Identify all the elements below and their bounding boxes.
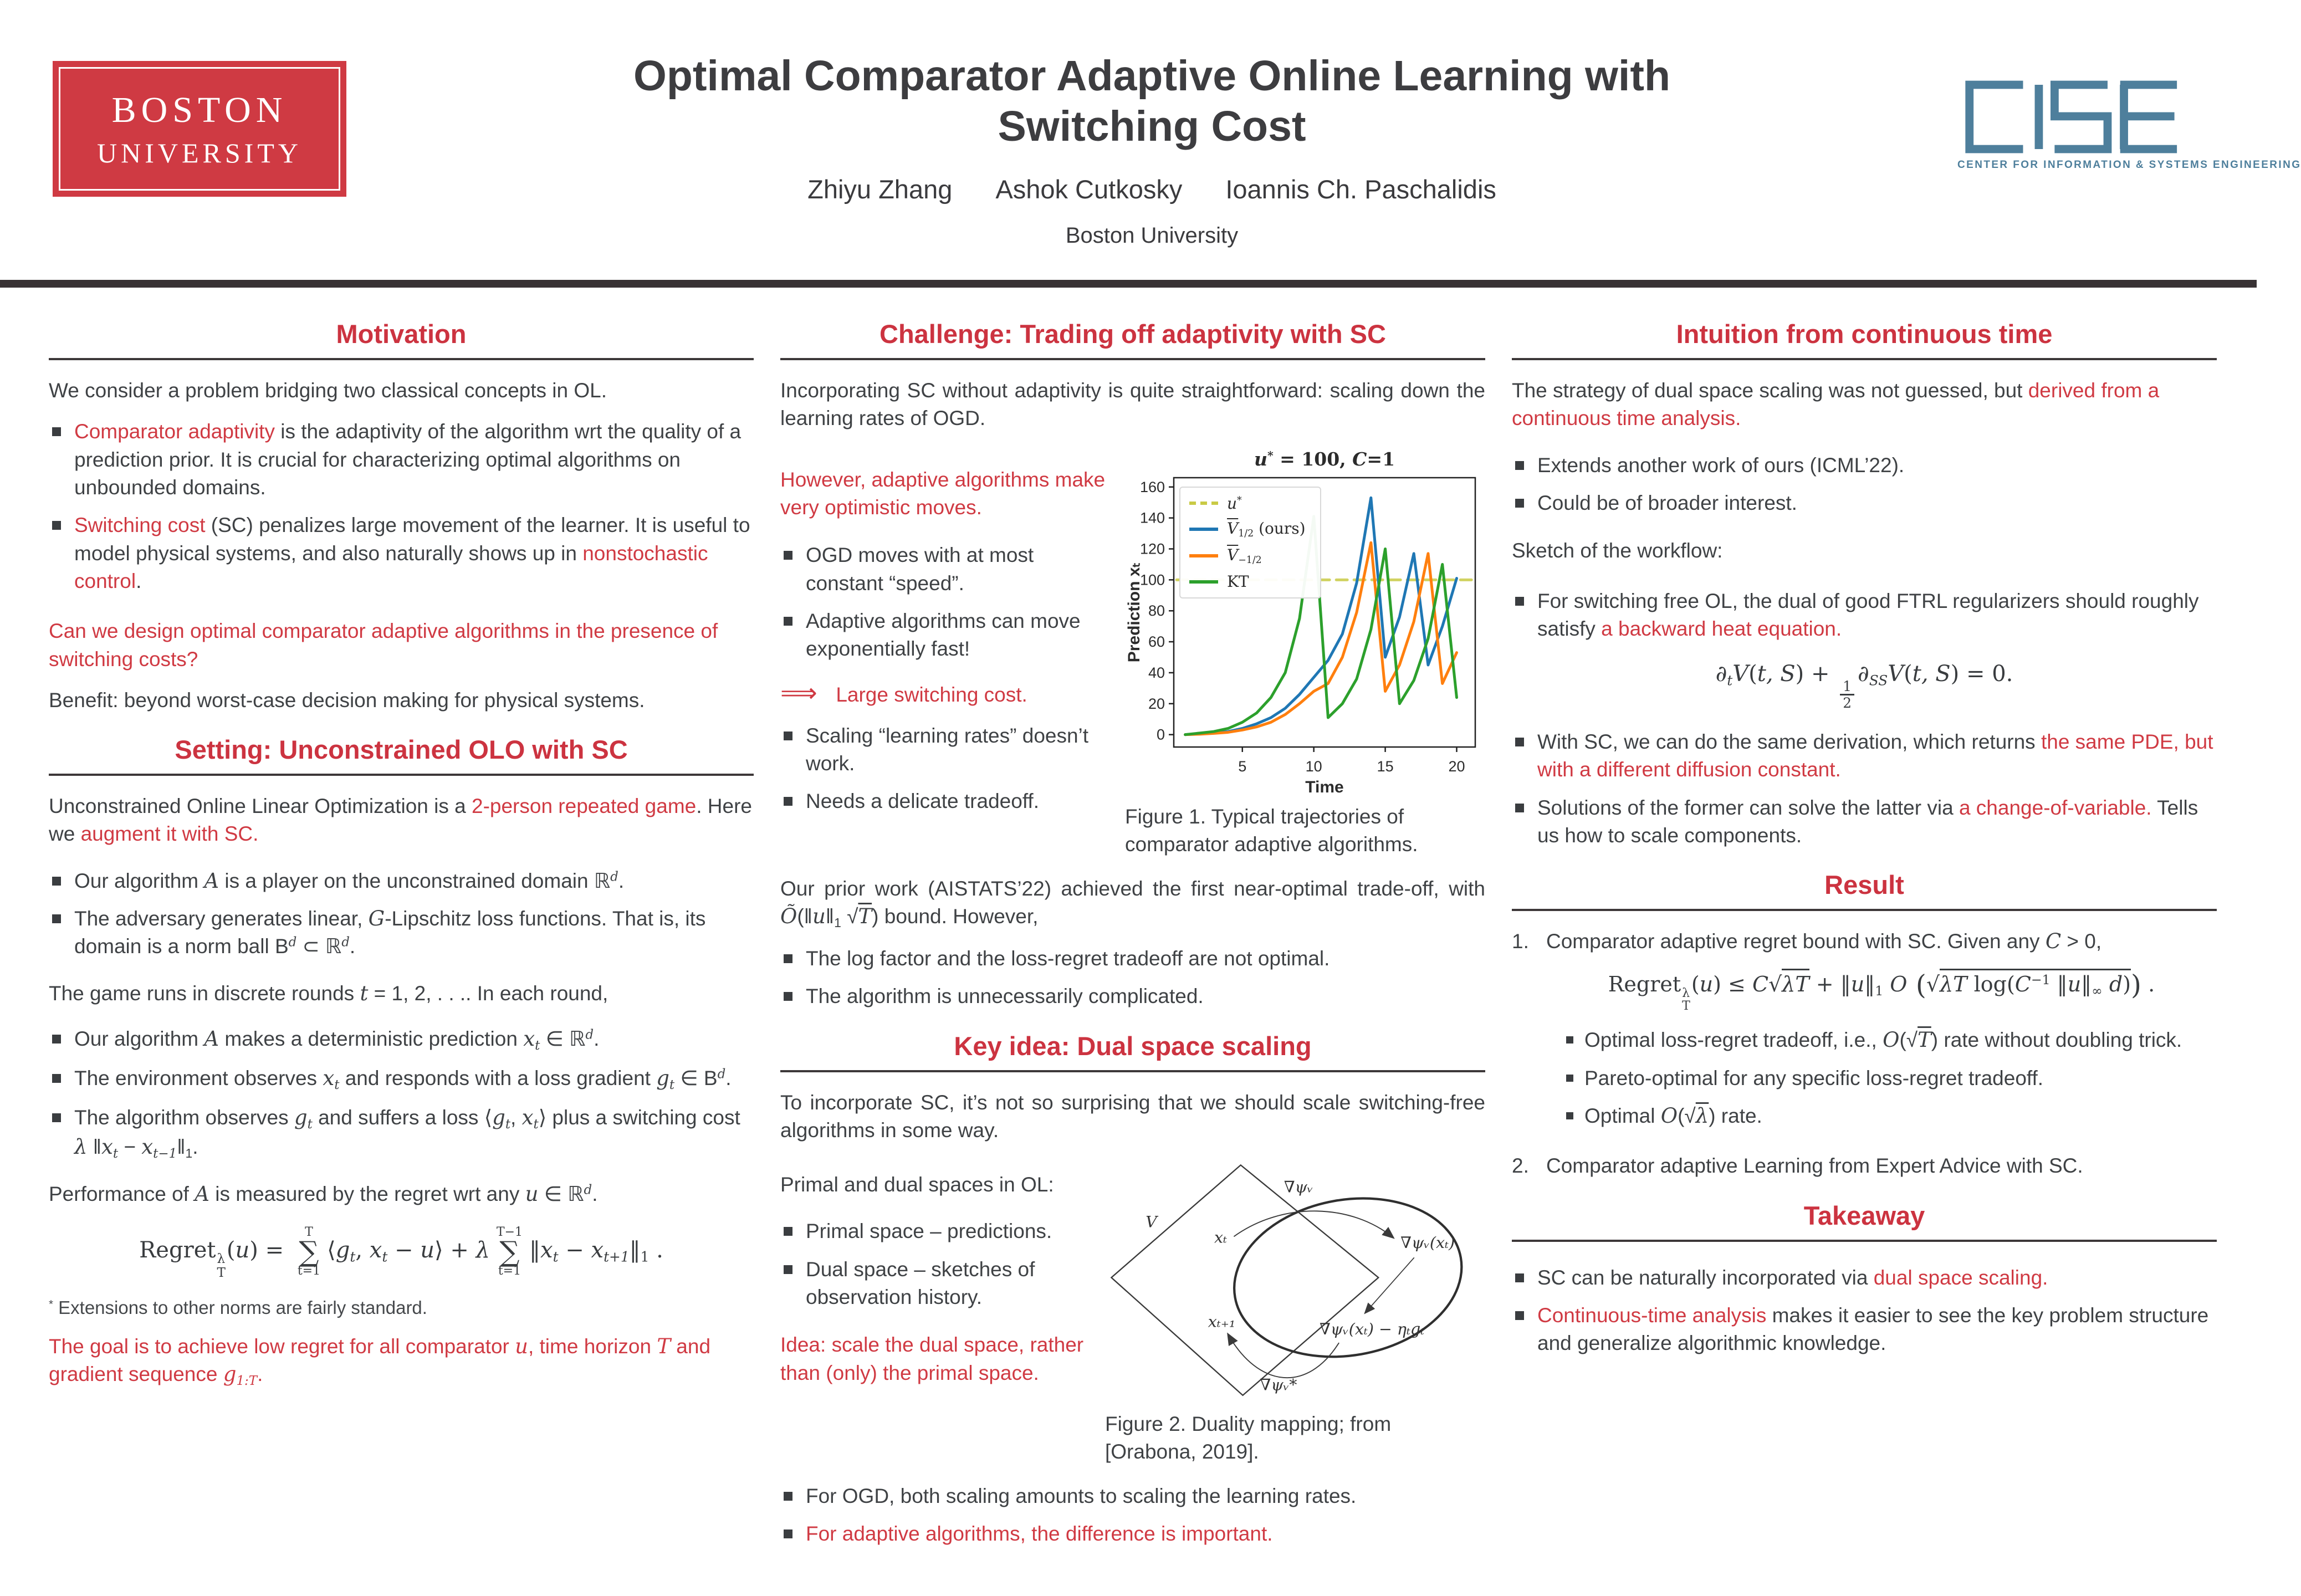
bullet-item bbox=[52, 867, 754, 895]
bullet-text: The adversary generates linear, G-Lipschitz loss functions. That is, its domain is a norm ball $B^d$ ⊂ ℝ$^d$. bbox=[74, 907, 706, 958]
fig2-label-map-top: ∇ψᵥ bbox=[1284, 1178, 1313, 1196]
poster-title-line2: Switching Cost bbox=[998, 102, 1306, 150]
paragraph: Incorporating SC without adaptivity is quite straightforward: scaling down the learning rates of OGD. bbox=[780, 379, 1485, 430]
bullet-marker bbox=[52, 521, 61, 530]
column-2 bbox=[780, 319, 1485, 1558]
bullet-marker bbox=[1515, 738, 1524, 746]
section-rule bbox=[1512, 909, 2217, 911]
svg-text:140: 140 bbox=[1139, 509, 1165, 526]
paragraph: Benefit: beyond worst-case decision making for physical systems. bbox=[49, 688, 645, 712]
fig2-label-primal-set: V bbox=[1146, 1213, 1157, 1231]
bullet-text: Continuous-time analysis makes it easier to see the key problem structure and generalize algorithmic knowledge. bbox=[1537, 1303, 2209, 1355]
bullet-marker bbox=[784, 551, 792, 560]
legend-line-sample bbox=[1189, 528, 1218, 531]
bullet-item bbox=[784, 1218, 1091, 1245]
cise-logo-subtitle: CENTER FOR INFORMATION & SYSTEMS ENGINEERING bbox=[1957, 159, 2301, 171]
bullet-text: Pareto-optimal for any specific loss-regret tradeoff. bbox=[1584, 1066, 2044, 1089]
svg-text:40: 40 bbox=[1148, 664, 1165, 681]
section-heading-setting: Setting: Unconstrained OLO with SC bbox=[175, 735, 628, 765]
svg-text:80: 80 bbox=[1148, 602, 1165, 619]
bullet-marker bbox=[784, 617, 792, 626]
bullet-marker bbox=[784, 992, 792, 1001]
bullet-item bbox=[1515, 452, 2217, 479]
column-1 bbox=[49, 319, 754, 1404]
goal-statement: The goal is to achieve low regret for all comparator u, time horizon T and gradient sequence $g_{1:T}$. bbox=[49, 1334, 711, 1389]
bullet-marker bbox=[52, 427, 61, 436]
bullet-marker bbox=[1515, 804, 1524, 812]
bullet-text: Could be of broader interest. bbox=[1537, 491, 1797, 514]
numbered-item-text: Comparator adaptive Learning from Expert Advice with SC. bbox=[1546, 1154, 2083, 1178]
cise-logo-icon bbox=[1957, 80, 2212, 154]
bullet-item bbox=[1515, 489, 2217, 517]
bullet-marker bbox=[784, 1530, 792, 1538]
figure2-diagram bbox=[1105, 1158, 1473, 1405]
bullet-text: Dual space – sketches of observation history. bbox=[806, 1257, 1035, 1309]
paragraph: Sketch of the workflow: bbox=[1512, 539, 1723, 562]
paragraph: Unconstrained Online Linear Optimization is a 2-person repeated game. Here we augment it with SC. bbox=[49, 795, 752, 846]
bullet-marker bbox=[52, 1035, 61, 1043]
section-heading-challenge: Challenge: Trading off adaptivity with SC bbox=[880, 319, 1386, 349]
svg-text:100: 100 bbox=[1139, 571, 1165, 588]
bullet-marker bbox=[784, 797, 792, 806]
paragraph: Primal and dual spaces in OL: bbox=[780, 1173, 1054, 1196]
bullet-text: The algorithm is unnecessarily complicated. bbox=[806, 985, 1204, 1008]
bullet-marker bbox=[52, 1074, 61, 1083]
figure2 bbox=[1105, 1158, 1485, 1466]
bullet-item bbox=[52, 1065, 754, 1094]
header-center bbox=[346, 22, 1957, 248]
keyidea-text-block bbox=[780, 1158, 1091, 1466]
bullet-item bbox=[52, 1104, 754, 1163]
bullet-text: Primal space – predictions. bbox=[806, 1220, 1052, 1243]
poster-title-line1: Optimal Comparator Adaptive Online Learning with bbox=[633, 52, 1670, 100]
bullet-text: For switching free OL, the dual of good FTRL regularizers should roughly satisfy a backward heat equation. bbox=[1537, 589, 2199, 640]
bullet-item bbox=[1515, 1264, 2217, 1292]
figure1-title: u* = 100, C=1 bbox=[1254, 448, 1395, 470]
regret-bound-formula: Regret λ T $(u) \le C√\lambda T + ‖u‖_1$ O (√λT $\log(C^{-1}$ $‖u‖_\infty$ d)) . bbox=[1608, 969, 2155, 1014]
legend-line-sample bbox=[1189, 502, 1218, 505]
section-heading-takeaway: Takeaway bbox=[1803, 1200, 1925, 1230]
legend-label: $\overline{V}_{-1/2}$ bbox=[1227, 545, 1262, 566]
bullet-item bbox=[52, 905, 754, 961]
poster-header bbox=[0, 0, 2301, 280]
paragraph: To incorporate SC, it’s not so surprising that we should scale switching-free algorithms in some way. bbox=[780, 1091, 1485, 1142]
figure2-caption: Figure 2. Duality mapping; from [Orabona, 2019]. bbox=[1105, 1413, 1392, 1464]
bu-logo-line1: BOSTON bbox=[111, 89, 288, 130]
svg-text:160: 160 bbox=[1139, 478, 1165, 495]
implies-statement: ⟹ Large switching cost. bbox=[780, 678, 1027, 707]
bullet-item bbox=[784, 722, 1111, 778]
paragraph: The game runs in discrete rounds t = 1, 2, . . .. In each round, bbox=[49, 981, 609, 1005]
bullet-text: SC can be naturally incorporated via dual space scaling. bbox=[1537, 1266, 2048, 1289]
bullet-marker bbox=[784, 1492, 792, 1501]
bullet-text: With SC, we can do the same derivation, which returns the same PDE, but with a different diffusion constant. bbox=[1537, 730, 2213, 781]
svg-text:0: 0 bbox=[1156, 726, 1165, 743]
section-rule bbox=[780, 1070, 1485, 1072]
svg-text:10: 10 bbox=[1305, 758, 1322, 775]
bullet-text: Optimal loss-regret tradeoff, i.e., O(√T) rate without doubling trick. bbox=[1584, 1028, 2182, 1052]
section-rule bbox=[49, 774, 754, 776]
bullet-text: Needs a delicate tradeoff. bbox=[806, 790, 1039, 813]
bullet-marker bbox=[1566, 1112, 1573, 1119]
bullet-marker bbox=[1515, 597, 1524, 606]
bullet-marker bbox=[52, 877, 61, 886]
section-heading-motivation: Motivation bbox=[336, 319, 467, 349]
bullet-item bbox=[52, 511, 754, 595]
bullet-text: The algorithm observes $g_t$ and suffers a loss $⟨g_t$, $x_t⟩$ plus a switching cost λ $‖x_t$ − $x_{t-1}‖_1$. bbox=[74, 1106, 740, 1162]
section-rule bbox=[780, 358, 1485, 360]
bu-logo-line2: UNIVERSITY bbox=[97, 137, 302, 168]
bullet-marker bbox=[1515, 461, 1524, 470]
legend-line-sample bbox=[1189, 580, 1218, 584]
boston-university-logo bbox=[53, 61, 346, 197]
bullet-marker bbox=[784, 1265, 792, 1274]
heat-equation-formula: $\partial_tV(t$, S) + $\frac{1}{2}$ $\partial_{SS}V(t$, S) = 0. bbox=[1715, 661, 2013, 711]
legend-label: u* bbox=[1227, 494, 1242, 513]
bullet-item bbox=[784, 607, 1111, 663]
bullet-text: Extends another work of ours (ICML’22). bbox=[1537, 453, 1905, 477]
item-number: 2. bbox=[1512, 1154, 1529, 1178]
bullet-item bbox=[1515, 1302, 2217, 1358]
authors bbox=[363, 174, 1941, 204]
legend-label: $\overline{V}_{1/2}$ (ours) bbox=[1227, 519, 1306, 539]
bullet-text: Adaptive algorithms can move exponentially fast! bbox=[806, 609, 1081, 661]
research-question: Can we design optimal comparator adaptive algorithms in the presence of switching costs? bbox=[49, 620, 718, 671]
fig2-label-map-bottom: ∇ψᵥ* bbox=[1260, 1375, 1297, 1394]
bullet-item bbox=[1515, 728, 2217, 784]
author-name: Ashok Cutkosky bbox=[995, 174, 1183, 204]
section-heading-result: Result bbox=[1824, 870, 1904, 900]
challenge-text-block bbox=[780, 446, 1111, 858]
legend-item bbox=[1189, 519, 1306, 539]
bullet-text: The environment observes $x_t$ and responds with a loss gradient $g_t$ ∈ $B^d$. bbox=[74, 1066, 732, 1092]
bullet-marker bbox=[784, 732, 792, 740]
bullet-text: Solutions of the former can solve the latter via a change-of-variable. Tells us how to scale components. bbox=[1537, 796, 2198, 847]
svg-text:20: 20 bbox=[1448, 758, 1465, 775]
bullet-item bbox=[784, 945, 1485, 973]
section-rule bbox=[1512, 358, 2217, 360]
bullet-item bbox=[784, 1520, 1485, 1548]
author-name: Ioannis Ch. Paschalidis bbox=[1225, 174, 1496, 204]
bullet-marker bbox=[1515, 1273, 1524, 1282]
bullet-text: For OGD, both scaling amounts to scaling the learning rates. bbox=[806, 1485, 1357, 1507]
bullet-item bbox=[784, 1256, 1091, 1312]
bullet-marker bbox=[52, 1113, 61, 1122]
section-heading-keyidea: Key idea: Dual space scaling bbox=[954, 1031, 1312, 1061]
bullet-item bbox=[1515, 587, 2217, 643]
bullet-text: Optimal O(√λ) rate. bbox=[1584, 1103, 1762, 1128]
boston-university-logo-inner bbox=[59, 67, 340, 191]
bullet-text: Scaling “learning rates” doesn’t work. bbox=[806, 724, 1089, 775]
section-heading-intuition: Intuition from continuous time bbox=[1676, 319, 2053, 349]
paragraph: We consider a problem bridging two classical concepts in OL. bbox=[49, 379, 607, 402]
bullet-item bbox=[1515, 794, 2217, 850]
svg-text:20: 20 bbox=[1148, 695, 1165, 712]
paragraph: Our prior work (AISTATS’22) achieved the first near-optimal trade-off, with $Õ(‖u‖_1$ √T) bound. However, bbox=[780, 877, 1485, 930]
sub-bullet-item bbox=[1565, 1065, 2217, 1092]
column-3 bbox=[1512, 319, 2217, 1367]
keyidea-figure-row bbox=[780, 1158, 1485, 1466]
svg-text:120: 120 bbox=[1139, 540, 1165, 557]
figure1 bbox=[1125, 446, 1485, 858]
bullet-item bbox=[52, 418, 754, 502]
fig2-label-xt: xₜ bbox=[1214, 1228, 1228, 1247]
bullet-item bbox=[784, 983, 1485, 1010]
svg-text:15: 15 bbox=[1377, 758, 1394, 775]
fig2-label-dual-point: ∇ψᵥ(xₜ) bbox=[1400, 1234, 1455, 1252]
footnote: * Extensions to other norms are fairly standard. bbox=[49, 1297, 427, 1318]
fig2-label-xt1: xₜ₊₁ bbox=[1208, 1312, 1236, 1331]
bullet-marker bbox=[1566, 1075, 1573, 1082]
bullet-text: Our algorithm A is a player on the unconstrained domain ℝ$^d$. bbox=[74, 868, 625, 893]
challenge-figure-row bbox=[780, 446, 1485, 858]
bullet-text: Comparator adaptivity is the adaptivity of the algorithm wrt the quality of a prediction prior. It is crucial for characterizing optimal algorithms on unbounded domains. bbox=[74, 420, 742, 499]
regret-definition-formula: Regret λ T (u) = T ∑ t=1 $⟨g_t$, $x_t$ − u⟩ + λ T−1 ∑ t=1 $‖x_t$ − $x_{t+1}‖_1$ . bbox=[139, 1225, 663, 1281]
svg-text:Prediction xₜ: Prediction xₜ bbox=[1125, 562, 1143, 662]
bullet-item bbox=[784, 541, 1111, 597]
legend-item bbox=[1189, 546, 1306, 566]
poster-columns bbox=[0, 288, 2257, 1558]
bullet-marker bbox=[1515, 499, 1524, 508]
section-rule bbox=[49, 358, 754, 360]
section-rule bbox=[1512, 1240, 2217, 1242]
legend-item bbox=[1189, 572, 1306, 591]
legend-item bbox=[1189, 494, 1306, 513]
numbered-item bbox=[1512, 928, 2217, 1140]
bullet-marker bbox=[784, 1227, 792, 1236]
paragraph: However, adaptive algorithms make very optimistic moves. bbox=[780, 468, 1106, 519]
paragraph: Performance of A is measured by the regret wrt any u ∈ ℝ$^d$. bbox=[49, 1182, 598, 1206]
header-divider bbox=[0, 280, 2257, 288]
cise-logo bbox=[1957, 80, 2301, 171]
fig2-label-dual-point2: ∇ψᵥ(xₜ) − ηₜgₜ bbox=[1320, 1319, 1425, 1338]
item-number: 1. bbox=[1512, 930, 1529, 953]
svg-text:Time: Time bbox=[1305, 777, 1344, 796]
bullet-text: For adaptive algorithms, the difference is important. bbox=[806, 1522, 1273, 1546]
numbered-item bbox=[1512, 1152, 2217, 1180]
bullet-marker bbox=[52, 914, 61, 923]
bullet-text: OGD moves with at most constant “speed”. bbox=[806, 544, 1034, 595]
figure1-caption: Figure 1. Typical trajectories of comparator adaptive algorithms. bbox=[1125, 805, 1418, 856]
bullet-item bbox=[784, 1482, 1485, 1510]
bullet-item bbox=[784, 787, 1111, 815]
legend-label: KT bbox=[1227, 572, 1249, 591]
bullet-marker bbox=[1515, 1311, 1524, 1320]
legend-line-sample bbox=[1189, 554, 1218, 557]
sub-bullet-item bbox=[1565, 1026, 2217, 1054]
bullet-item bbox=[52, 1025, 754, 1055]
bullet-text: Our algorithm A makes a deterministic prediction $x_t$ ∈ ℝ$^d$. bbox=[74, 1027, 600, 1053]
poster-title bbox=[363, 51, 1941, 152]
bullet-marker bbox=[784, 954, 792, 963]
sub-bullet-item bbox=[1565, 1102, 2217, 1130]
affiliation: Boston University bbox=[1065, 223, 1239, 248]
paragraph: The strategy of dual space scaling was not guessed, but derived from a continuous time analysis. bbox=[1512, 379, 2160, 430]
numbered-item-text: Comparator adaptive regret bound with SC. Given any C > 0, bbox=[1546, 929, 2102, 954]
bullet-text: Switching cost (SC) penalizes large movement of the learner. It is useful to model physical systems, and also naturally shows up in nonstochastic control. bbox=[74, 514, 750, 592]
author-name: Zhiyu Zhang bbox=[807, 174, 953, 204]
svg-text:5: 5 bbox=[1238, 758, 1247, 775]
svg-text:60: 60 bbox=[1148, 633, 1165, 650]
bullet-marker bbox=[1566, 1036, 1573, 1043]
bullet-text: The log factor and the loss-regret tradeoff are not optimal. bbox=[806, 947, 1330, 970]
figure1-chart-wrap bbox=[1125, 470, 1485, 797]
idea-statement: Idea: scale the dual space, rather than (only) the primal space. bbox=[780, 1333, 1084, 1384]
implies-arrow-icon: ⟹ bbox=[780, 678, 817, 707]
figure1-legend bbox=[1179, 487, 1321, 598]
